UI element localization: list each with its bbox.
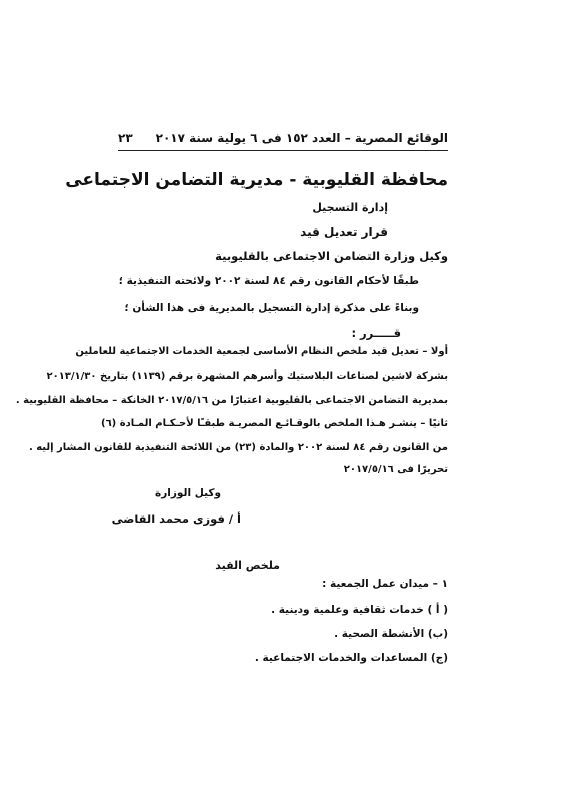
decision-title: قرار تعديل قيد [300, 225, 388, 239]
issuer-line: وكيل وزارة التضامن الاجتماعى بالقليوبية [215, 249, 448, 263]
signature-name: أ / فوزى محمد القاضى [111, 512, 241, 526]
body-line: ثانيًا – ينشـر هـذا الملخص بالوقـائـع المصريـة طبقـًا لأحـكـام المـادة (٦) [100, 418, 448, 429]
decree-heading: قـــــرر : [351, 326, 401, 340]
page-number: ٢٣ [118, 131, 133, 145]
summary-item: ١ – ميدان عمل الجمعية : [322, 578, 448, 590]
preamble-line: وبناءً على مذكرة إدارة التسجيل بالمديرية فى هذا الشأن ؛ [124, 302, 419, 314]
summary-title: ملخص القيد [215, 559, 280, 572]
running-header [118, 130, 448, 146]
header-divider [118, 150, 448, 151]
issue-date: تحريرًا فى ٢٠١٧/٥/١٦ [343, 464, 448, 475]
body-line: بشركة لاشين لصناعات البلاستيك وأسرهم المشهرة برقم (١١٣٩) بتاريخ ٢٠١٣/١/٣٠ [46, 371, 448, 382]
signature-role: وكيل الوزارة [155, 487, 221, 499]
preamble-line: طبقًا لأحكام القانون رقم ٨٤ لسنة ٢٠٠٢ ولائحته التنفيذية ؛ [118, 275, 419, 287]
summary-item: ( أ ) خدمات ثقافية وعلمية ودينية . [271, 604, 448, 616]
body-line: أولا – تعديل قيد ملخص النظام الأساسى لجمعية الخدمات الاجتماعية للعاملين [75, 346, 448, 357]
department-name: إدارة التسجيل [312, 201, 388, 214]
body-line: من القانون رقم ٨٤ لسنة ٢٠٠٢ والمادة (٢٣) من اللائحة التنفيذية للقانون المشار إليه . [28, 442, 448, 453]
body-line: بمديرية التضامن الاجتماعى بالقليوبية اعتبارًا من ٢٠١٧/٥/١٦ الخانكة – محافظة القليوبية . [15, 395, 448, 406]
summary-item: (ج) المساعدات والخدمات الاجتماعية . [254, 652, 448, 664]
summary-item: (ب) الأنشطة الصحية . [334, 628, 448, 640]
journal-issue-line: الوقائع المصرية – العدد ١٥٢ فى ٦ يولية سنة ٢٠١٧ [155, 131, 448, 145]
document-title: محافظة القليوبية - مديرية التضامن الاجتماعى [65, 170, 448, 190]
